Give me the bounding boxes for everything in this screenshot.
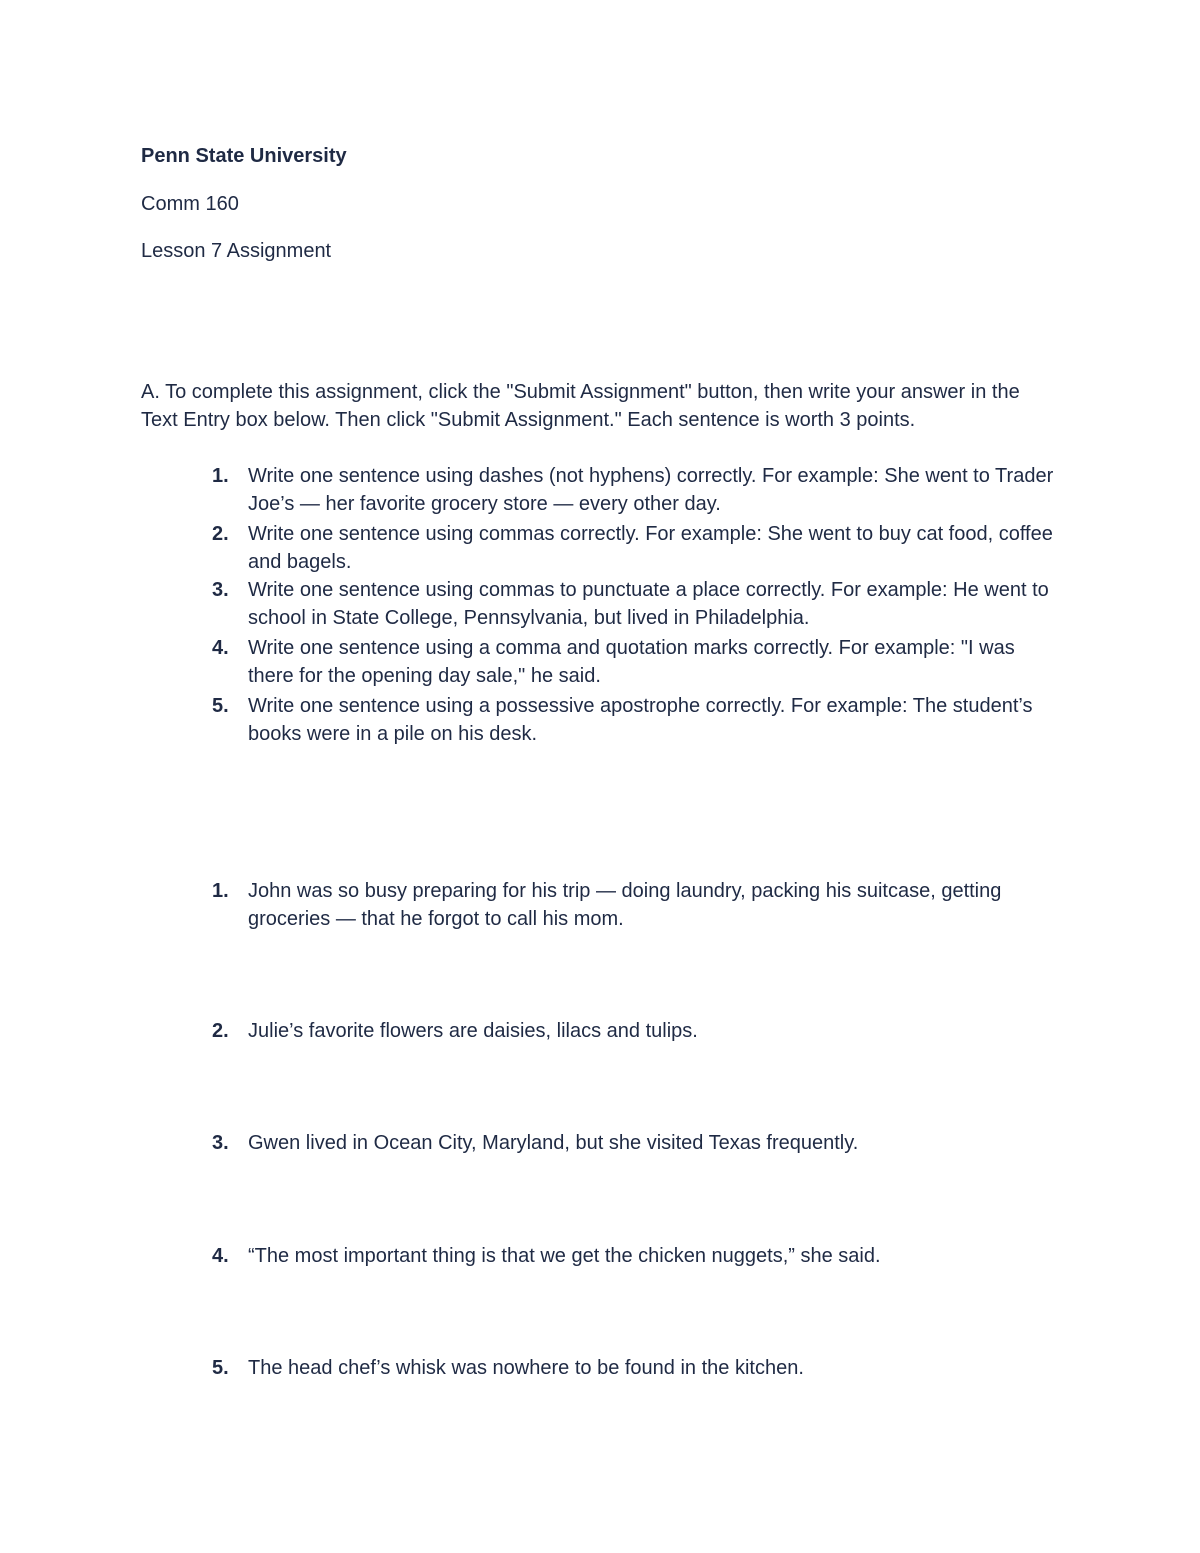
instruction-text: Write one sentence using commas to punctuate a place correctly. For example: He went to school in State College, Pennsylvania, but lived in Philadelphia. (248, 579, 1049, 629)
course-code: Comm 160 (141, 193, 239, 215)
answer-number: 4. (212, 1245, 229, 1267)
answer-text: “The most important thing is that we get the chicken nuggets,” she said. (248, 1245, 881, 1267)
instruction-number: 4. (212, 637, 229, 659)
instruction-number: 3. (212, 579, 229, 601)
answer-number: 5. (212, 1357, 229, 1379)
answer-number: 1. (212, 880, 229, 902)
answer-number: 2. (212, 1020, 229, 1042)
answer-number: 3. (212, 1132, 229, 1154)
instruction-number: 2. (212, 523, 229, 545)
instruction-text: Write one sentence using a comma and quotation marks correctly. For example: "I was there for the opening day sale," he said. (248, 637, 1015, 687)
university-name: Penn State University (141, 145, 347, 167)
instruction-text: Write one sentence using commas correctly. For example: She went to buy cat food, coffee and bagels. (248, 523, 1053, 573)
answer-text: The head chef’s whisk was nowhere to be found in the kitchen. (248, 1357, 804, 1379)
instruction-text: Write one sentence using dashes (not hyphens) correctly. For example: She went to Trader Joe’s — her favorite grocery store — every other day. (248, 465, 1054, 515)
answer-text: Julie’s favorite flowers are daisies, lilacs and tulips. (248, 1020, 698, 1042)
answer-text: John was so busy preparing for his trip — doing laundry, packing his suitcase, getting groceries — that he forgot to call his mom. (248, 880, 1002, 930)
instruction-text: Write one sentence using a possessive apostrophe correctly. For example: The student’s books were in a pile on his desk. (248, 695, 1033, 745)
lesson-title: Lesson 7 Assignment (141, 240, 332, 262)
answer-text: Gwen lived in Ocean City, Maryland, but she visited Texas frequently. (248, 1132, 859, 1154)
instruction-number: 5. (212, 695, 229, 717)
assignment-instructions: A. To complete this assignment, click the "Submit Assignment" button, then write your answer in the Text Entry box below. Then click "Submit Assignment." Each sentence is worth 3 points. (141, 381, 1020, 431)
instruction-number: 1. (212, 465, 229, 487)
